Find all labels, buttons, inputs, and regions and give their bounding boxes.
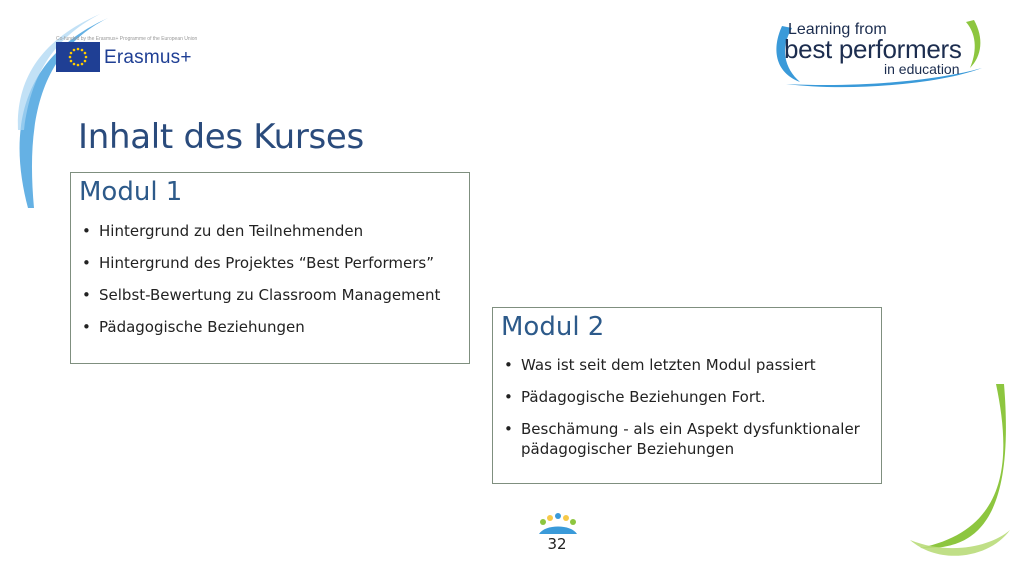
- list-item: • Hintergrund zu den Teilnehmenden: [79, 221, 440, 241]
- page-number: 32: [547, 535, 567, 553]
- people-crown-icon: [537, 510, 579, 536]
- list-item: • Selbst-Bewertung zu Classroom Management: [79, 285, 440, 305]
- list-item: • Beschämung - als ein Aspekt dysfunktionaler pädagogischer Beziehungen: [501, 419, 861, 459]
- erasmus-label: Erasmus+: [104, 47, 192, 68]
- decorative-swoosh-right-icon: [900, 380, 1024, 576]
- logo-line-3: in education: [884, 61, 960, 77]
- erasmus-fine-print: Co-funded by the Erasmus+ Programme of the European Union: [56, 36, 198, 42]
- module-1-box: [70, 172, 470, 364]
- list-item: • Was ist seit dem letzten Modul passiert: [501, 355, 861, 375]
- list-item: • Pädagogische Beziehungen Fort.: [501, 387, 861, 407]
- module-2-list: [501, 355, 861, 471]
- logo-line-1: Learning from: [788, 21, 887, 38]
- logo-line-2: best performers: [784, 34, 962, 64]
- module-1-list: [79, 221, 440, 349]
- module-2-box: [492, 307, 882, 484]
- eu-flag-icon: [56, 42, 100, 72]
- erasmus-logo: [56, 36, 198, 78]
- module-2-heading: Modul 2: [501, 312, 605, 342]
- list-item: • Pädagogische Beziehungen: [79, 317, 440, 337]
- slide-title: Inhalt des Kurses: [78, 116, 364, 157]
- best-performers-logo: [770, 18, 990, 88]
- list-item: • Hintergrund des Projektes “Best Performers”: [79, 253, 440, 273]
- module-1-heading: Modul 1: [79, 177, 183, 207]
